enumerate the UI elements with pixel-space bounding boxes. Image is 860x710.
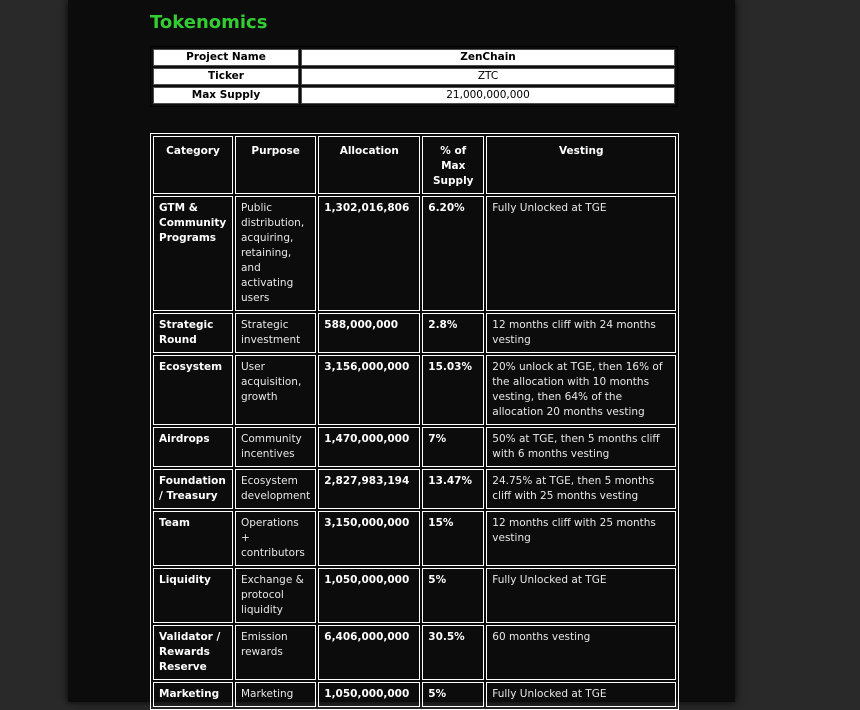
allocation-cell-purpose: User acquisition, growth	[235, 355, 316, 425]
allocation-cell-vesting: 50% at TGE, then 5 months cliff with 6 months vesting	[486, 427, 676, 467]
allocation-cell-purpose: Strategic investment	[235, 313, 316, 353]
allocation-cell-allocation: 1,050,000,000	[318, 568, 420, 623]
allocation-row	[153, 568, 676, 623]
allocation-cell-category: Team	[153, 511, 233, 566]
allocation-header-category: Category	[153, 136, 233, 194]
allocation-row	[153, 355, 676, 425]
allocation-row	[153, 469, 676, 509]
allocation-cell-allocation: 1,470,000,000	[318, 427, 420, 467]
allocation-cell-category: Ecosystem	[153, 355, 233, 425]
allocation-cell-percent: 13.47%	[422, 469, 484, 509]
allocation-cell-purpose: Ecosystem development	[235, 469, 316, 509]
allocation-cell-purpose: Public distribution, acquiring, retaining, and activating users	[235, 196, 316, 311]
allocation-cell-allocation: 1,302,016,806	[318, 196, 420, 311]
allocation-cell-percent: 5%	[422, 682, 484, 707]
allocation-table	[150, 133, 679, 710]
allocation-cell-category: Foundation / Treasury	[153, 469, 233, 509]
project-info-label: Ticker	[153, 68, 299, 85]
allocation-header-percent: % of Max Supply	[422, 136, 484, 194]
allocation-cell-category: Marketing	[153, 682, 233, 707]
allocation-cell-purpose: Exchange & protocol liquidity	[235, 568, 316, 623]
allocation-cell-category: Validator / Rewards Reserve	[153, 625, 233, 680]
allocation-header-row	[153, 136, 676, 194]
allocation-cell-percent: 7%	[422, 427, 484, 467]
allocation-header-vesting: Vesting	[486, 136, 676, 194]
project-info-row	[153, 87, 675, 104]
allocation-cell-category: Strategic Round	[153, 313, 233, 353]
allocation-row	[153, 196, 676, 311]
allocation-cell-vesting: 20% unlock at TGE, then 16% of the allocation with 10 months vesting, then 64% of the allocation 20 months vesting	[486, 355, 676, 425]
page-content	[68, 0, 735, 702]
allocation-cell-purpose: Marketing	[235, 682, 316, 707]
allocation-row	[153, 682, 676, 707]
allocation-cell-category: Liquidity	[153, 568, 233, 623]
project-info-value: ZenChain	[301, 49, 675, 66]
allocation-cell-category: GTM & Community Programs	[153, 196, 233, 311]
allocation-row	[153, 313, 676, 353]
allocation-cell-purpose: Emission rewards	[235, 625, 316, 680]
allocation-row	[153, 511, 676, 566]
allocation-cell-vesting: 60 months vesting	[486, 625, 676, 680]
allocation-cell-percent: 30.5%	[422, 625, 484, 680]
allocation-cell-allocation: 3,156,000,000	[318, 355, 420, 425]
allocation-cell-percent: 2.8%	[422, 313, 484, 353]
allocation-header-purpose: Purpose	[235, 136, 316, 194]
project-info-label: Max Supply	[153, 87, 299, 104]
project-info-table	[150, 46, 678, 107]
allocation-cell-category: Airdrops	[153, 427, 233, 467]
allocation-cell-allocation: 1,050,000,000	[318, 682, 420, 707]
allocation-cell-vesting: Fully Unlocked at TGE	[486, 568, 676, 623]
allocation-cell-purpose: Operations + contributors	[235, 511, 316, 566]
allocation-cell-purpose: Community incentives	[235, 427, 316, 467]
allocation-row	[153, 427, 676, 467]
allocation-cell-vesting: Fully Unlocked at TGE	[486, 196, 676, 311]
page-title: Tokenomics	[150, 12, 268, 33]
allocation-cell-allocation: 3,150,000,000	[318, 511, 420, 566]
allocation-cell-vesting: 12 months cliff with 24 months vesting	[486, 313, 676, 353]
allocation-cell-vesting: 24.75% at TGE, then 5 months cliff with 25 months vesting	[486, 469, 676, 509]
project-info-row	[153, 68, 675, 85]
project-info-value: ZTC	[301, 68, 675, 85]
allocation-cell-allocation: 588,000,000	[318, 313, 420, 353]
project-info-label: Project Name	[153, 49, 299, 66]
allocation-cell-percent: 15%	[422, 511, 484, 566]
allocation-cell-vesting: 12 months cliff with 25 months vesting	[486, 511, 676, 566]
allocation-row	[153, 625, 676, 680]
allocation-cell-allocation: 6,406,000,000	[318, 625, 420, 680]
project-info-row	[153, 49, 675, 66]
allocation-cell-vesting: Fully Unlocked at TGE	[486, 682, 676, 707]
allocation-header-allocation: Allocation	[318, 136, 420, 194]
project-info-value: 21,000,000,000	[301, 87, 675, 104]
allocation-cell-percent: 5%	[422, 568, 484, 623]
allocation-cell-percent: 15.03%	[422, 355, 484, 425]
allocation-cell-allocation: 2,827,983,194	[318, 469, 420, 509]
allocation-cell-percent: 6.20%	[422, 196, 484, 311]
